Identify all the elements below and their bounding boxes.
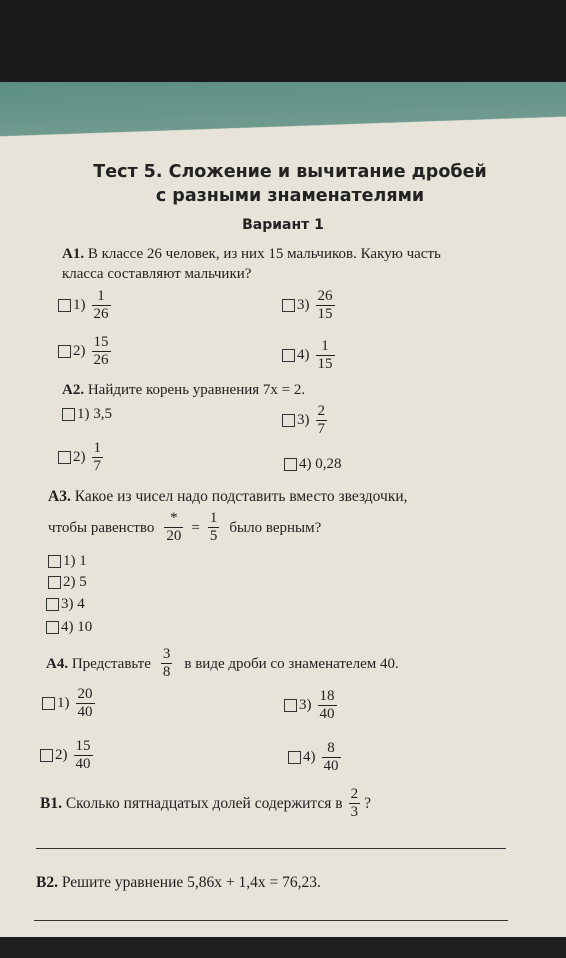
checkbox[interactable] [62,408,75,421]
question-a3-text: А3. Какое из чисел надо подставить вместо звездочки, [48,488,408,505]
variant-heading: Вариант 1 [242,217,324,233]
a1-option-3[interactable]: 3) $\frac{26}{15}$ [282,288,335,323]
a1-option-2[interactable]: 2) $\frac{15}{26}$ [58,334,111,369]
checkbox[interactable] [58,299,71,312]
page-title: Тест 5. Сложение и вычитание дробей с разными знаменателями [93,162,487,206]
a4-option-4[interactable]: 4) $\frac{8}{40}$ [288,740,341,775]
checkbox[interactable] [48,555,61,568]
a3-option-4[interactable]: 4) 10 [46,619,92,636]
checkbox[interactable] [288,751,301,764]
a3-option-2[interactable]: 2) 5 [48,574,87,591]
question-a4-text: А4. Представьте $\frac{3}{8}$ в виде дроби со знаменателем 40. [46,646,399,680]
question-a3-equation: чтобы равенство $\frac{*}{20}$ = $\frac{1}{5}$ было верным? [48,510,322,544]
a3-option-3[interactable]: 3) 4 [46,596,85,613]
checkbox[interactable] [58,451,71,464]
checkbox[interactable] [40,749,53,762]
question-a1-text-cont: класса составляют мальчики? [62,266,252,282]
a2-option-4[interactable]: 4) 0,28 [284,456,342,473]
checkbox[interactable] [46,621,59,634]
a2-option-1[interactable]: 1) 3,5 [62,406,112,423]
answer-line-b2 [34,920,508,921]
a2-option-2[interactable]: 2) $\frac{1}{7}$ [58,440,103,475]
checkbox[interactable] [282,349,295,362]
checkbox[interactable] [58,345,71,358]
checkbox[interactable] [282,414,295,427]
checkbox[interactable] [46,598,59,611]
background-edge [0,937,566,958]
answer-line-b1 [36,848,506,849]
question-b1-text: В1. Сколько пятнадцатых долей содержится в $\frac{2}{3}$ ? [40,786,371,820]
checkbox[interactable] [284,699,297,712]
a1-option-4[interactable]: 4) $\frac{1}{15}$ [282,338,335,373]
a4-option-1[interactable]: 1) $\frac{20}{40}$ [42,686,95,721]
checkbox[interactable] [284,458,297,471]
a2-option-3[interactable]: 3) $\frac{2}{7}$ [282,403,327,438]
question-b2-text: В2. Решите уравнение 5,86x + 1,4x = 76,23. [36,874,321,891]
page-top-band [0,82,566,152]
a1-option-1[interactable]: 1) $\frac{1}{26}$ [58,288,111,323]
question-a1-text: А1. В классе 26 человек, из них 15 мальчиков. Какую часть [62,246,441,262]
a4-option-3[interactable]: 3) $\frac{18}{40}$ [284,688,337,723]
a4-option-2[interactable]: 2) $\frac{15}{40}$ [40,738,93,773]
checkbox[interactable] [42,697,55,710]
question-a2-text: А2. Найдите корень уравнения 7x = 2. [62,382,306,398]
a3-option-1[interactable]: 1) 1 [48,553,87,570]
checkbox[interactable] [282,299,295,312]
checkbox[interactable] [48,576,61,589]
